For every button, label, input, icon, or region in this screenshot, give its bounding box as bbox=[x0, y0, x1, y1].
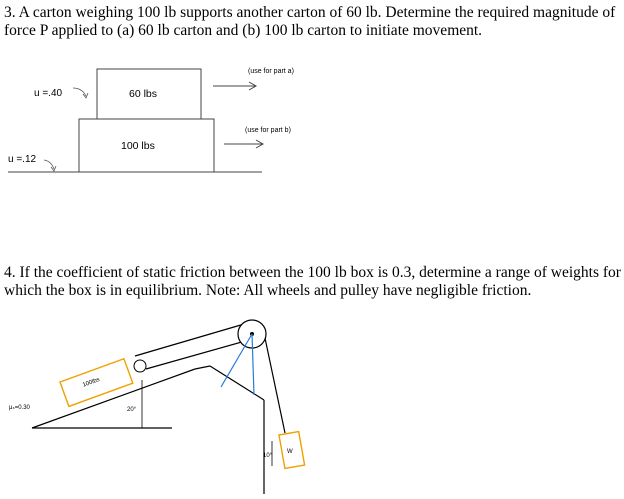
cable-lower bbox=[146, 338, 256, 369]
problem-3-statement: 3. A carton weighing 100 lb supports another carton of 60 lb. Determine the required magnitude of force P applied to (a) 60 lb carton and (b) 100 lb carton to initiate movement. bbox=[4, 4, 616, 39]
force-arrow-part-a bbox=[213, 82, 256, 90]
bottom-box-label: 100 lbs bbox=[121, 140, 155, 152]
box-wheel bbox=[134, 360, 146, 372]
rope-to-weight bbox=[265, 338, 285, 433]
part-b-note: (use for part b) bbox=[245, 127, 291, 134]
weight-w-label: W bbox=[287, 449, 293, 455]
cable-upper bbox=[135, 322, 251, 356]
mu-top-label: u =.40 bbox=[34, 88, 63, 99]
part-a-note: (use for part a) bbox=[248, 68, 294, 75]
angle-10-label: 10° bbox=[263, 453, 273, 459]
mu-bottom-label: u =.12 bbox=[8, 154, 37, 165]
top-box-label: 60 lbs bbox=[129, 88, 158, 100]
apex-left-edge bbox=[195, 366, 210, 369]
apex-right-edge bbox=[210, 366, 264, 400]
problem-4-statement: 4. If the coefficient of static friction between the 100 lb box is 0.3, determine a range of weights for which the box is in equilibrium. Note: All wheels and pulley have negligible friction. bbox=[4, 264, 621, 299]
angle-20-label: 20° bbox=[127, 407, 137, 413]
box-100lbs-label: 100lbs bbox=[82, 376, 101, 389]
force-arrow-part-b bbox=[224, 140, 263, 148]
mu-s-label: μₛ=0.30 bbox=[9, 405, 30, 411]
mu-bottom-pointer bbox=[44, 160, 54, 169]
